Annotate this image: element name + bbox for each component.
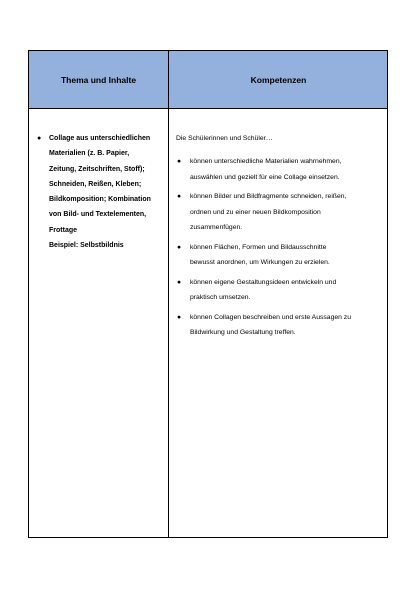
thema-cell [37, 131, 165, 253]
bullet-icon: ● [177, 278, 182, 286]
list-item [176, 310, 386, 341]
bullet-icon: ● [177, 158, 182, 165]
thema-text: Collage aus unterschiedlichen Materialien (z. B. Papier, Zeitung, Zeitschriften, Stoff); Schneiden, Reißen, Kleben; Bildkomposition; Kombination von Bild- und Textelementen, Frottage Beispiel: Selbstbildnis [49, 135, 151, 250]
bullet-icon: ● [177, 313, 182, 321]
header-thema-und-inhalte: Thema und Inhalte [60, 75, 137, 85]
bullet-icon: ● [37, 135, 42, 142]
table-header-row [29, 51, 387, 109]
kompetenzen-intro: Die Schülerinnen und Schüler… [176, 135, 273, 142]
thema-list-item [37, 131, 165, 253]
kompetenz-text: können Collagen beschreiben und erste Aussagen zu Bildwirkung und Gestaltung treffen. [190, 313, 351, 336]
kompetenzen-list [176, 154, 386, 341]
kompetenz-text: können Flächen, Formen und Bildausschnitte bewusst anordnen, um Wirkungen zu erzielen. [190, 243, 330, 266]
kompetenz-text: können eigene Gestaltungsideen entwickeln und praktisch umsetzen. [190, 278, 337, 301]
list-item [176, 189, 386, 236]
header-kompetenzen: Kompetenzen [250, 75, 307, 85]
list-item [176, 154, 386, 185]
kompetenzen-cell [176, 133, 386, 345]
bullet-icon: ● [177, 193, 182, 200]
column-divider [168, 51, 169, 537]
list-item [176, 240, 386, 271]
list-item [176, 275, 386, 306]
bullet-icon: ● [177, 243, 182, 251]
curriculum-table [28, 50, 388, 538]
kompetenz-text: können Bilder und Bildfragmente schneiden, reißen, ordnen und zu einer neuen Bildkomposition zusammenfügen. [190, 193, 347, 231]
kompetenz-text: können unterschiedliche Materialien wahrnehmen, auswählen und gezielt für eine Collage einsetzen. [190, 158, 342, 181]
